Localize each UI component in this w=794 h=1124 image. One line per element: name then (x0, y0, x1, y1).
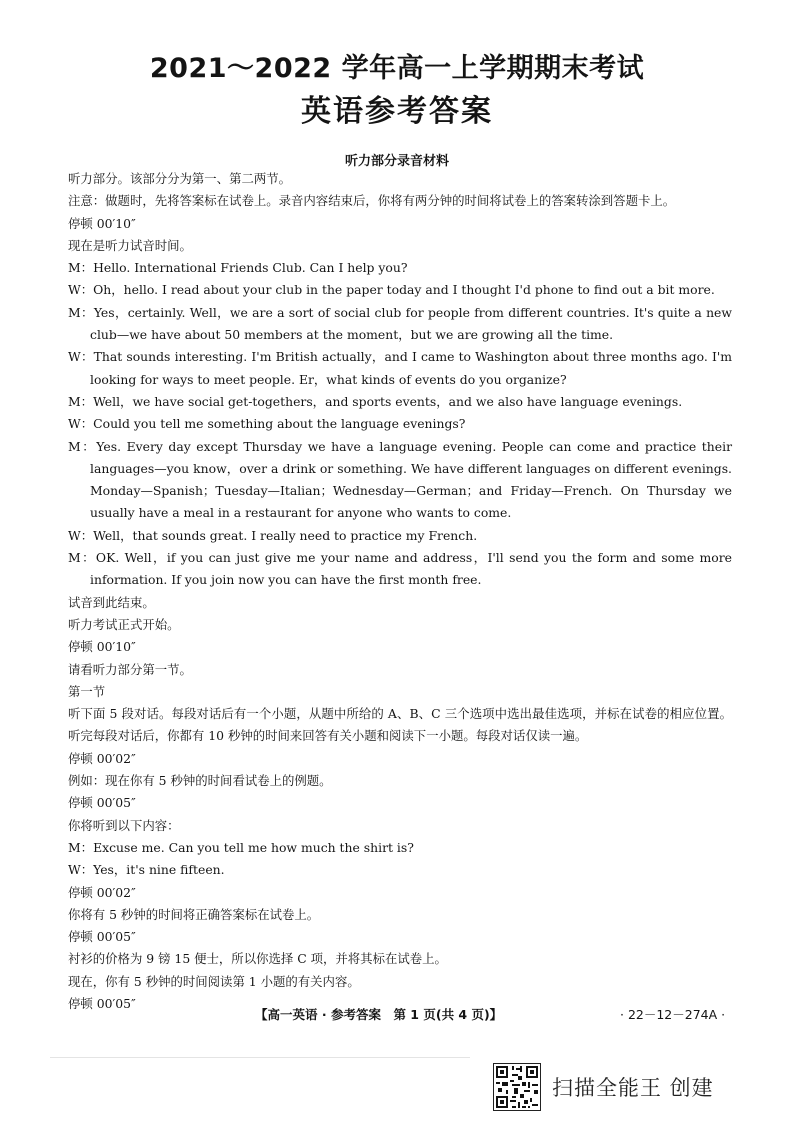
answer-key-title: 英语参考答案 (301, 94, 493, 129)
dialogue-line: M：Well，we have social get-togethers，and sports events，and we also have language evenings. (68, 393, 683, 409)
text-line: 试音到此结束。 (68, 594, 155, 610)
dialogue-line: W：Well，that sounds great. I really need to practice my French. (68, 527, 478, 543)
text-line: 停顿 00′05″ (68, 929, 136, 945)
transcript-body (68, 168, 732, 1015)
text-line: 停顿 00′10″ (68, 215, 136, 231)
section-title: 听力部分录音材料 (344, 154, 449, 169)
divider (50, 1057, 470, 1058)
exam-title: 2021～2022 学年高一上学期期末考试 (149, 53, 645, 84)
text-line: 停顿 00′05″ (68, 995, 136, 1011)
dialogue-line: W：Yes，it's nine fifteen. (68, 862, 225, 878)
dialogue-line: M：Hello. International Friends Club. Can I help you? (68, 260, 408, 276)
dialogue-line: M：OK. Well，if you can just give me your name and address，I'll send you the form and some more information. If you join now you can have the first month free. (68, 550, 732, 588)
page-footer (0, 1005, 794, 1025)
text-line: 听下面 5 段对话。每段对话后有一个小题，从题中所给的 A、B、C 三个选项中选出最佳选项，并标在试卷的相应位置。听完每段对话后，你都有 10 秒钟的时间来回答有关小题和阅读下一小题。每段对话仅读一遍。 (68, 706, 732, 744)
text-line: 注意：做题时，先将答案标在试卷上。录音内容结束后，你将有两分钟的时间将试卷上的答案转涂到答题卡上。 (68, 193, 676, 209)
dialogue-line: W：Could you tell me something about the language evenings? (68, 416, 466, 432)
document-code: · 22－12－274A · (620, 1007, 726, 1022)
text-line: 停顿 00′02″ (68, 884, 136, 900)
qr-code-icon (493, 1063, 541, 1111)
scanner-watermark: 扫描全能王 创建 (552, 1076, 714, 1100)
dialogue-line: W：Oh，hello. I read about your club in the paper today and I thought I'd phone to find out a bit more. (68, 282, 715, 298)
dialogue-line: M：Yes，certainly. Well，we are a sort of social club for people from different countries. It's quite a new club—we have about 50 members at the moment，but we are growing all the time. (68, 304, 732, 343)
text-line: 请看听力部分第一节。 (68, 661, 192, 677)
text-line: 现在是听力试音时间。 (68, 237, 192, 253)
dialogue-line: M：Yes. Every day except Thursday we have a language evening. People can come and practice their languages—you know，over a drink or something. We have different languages on different evenings. Monday—Spanish；Tuesday—Italian；Wednesday—German；and Friday—French. On Thursday we usually have a meal in a restaurant for anyone who wants to come. (68, 438, 732, 521)
text-line: 停顿 00′05″ (68, 795, 136, 811)
text-line: 听力考试正式开始。 (68, 616, 180, 632)
dialogue-line: W：That sounds interesting. I'm British actually，and I came to Washington about three months ago. I'm looking for ways to meet people. Er，what kinds of events do you organize? (68, 349, 732, 387)
text-line: 例如：现在你有 5 秒钟的时间看试卷上的例题。 (68, 773, 332, 789)
text-line: 听力部分。该部分分为第一、第二两节。 (68, 171, 292, 186)
text-line: 停顿 00′02″ (68, 750, 136, 766)
text-line: 你将听到以下内容： (68, 817, 180, 833)
text-line: 停顿 00′10″ (68, 639, 136, 655)
text-line: 你将有 5 秒钟的时间将正确答案标在试卷上。 (68, 906, 320, 922)
dialogue-line: M：Excuse me. Can you tell me how much the shirt is? (68, 839, 414, 855)
page-label: 【高一英语 · 参考答案 第 1 页(共 4 页)】 (255, 1007, 503, 1022)
text-line: 现在，你有 5 秒钟的时间阅读第 1 小题的有关内容。 (68, 973, 360, 989)
text-line: 衬衫的价格为 9 镑 15 便士，所以你选择 C 项，并将其标在试卷上。 (68, 951, 447, 967)
text-line: 第一节 (68, 683, 106, 699)
